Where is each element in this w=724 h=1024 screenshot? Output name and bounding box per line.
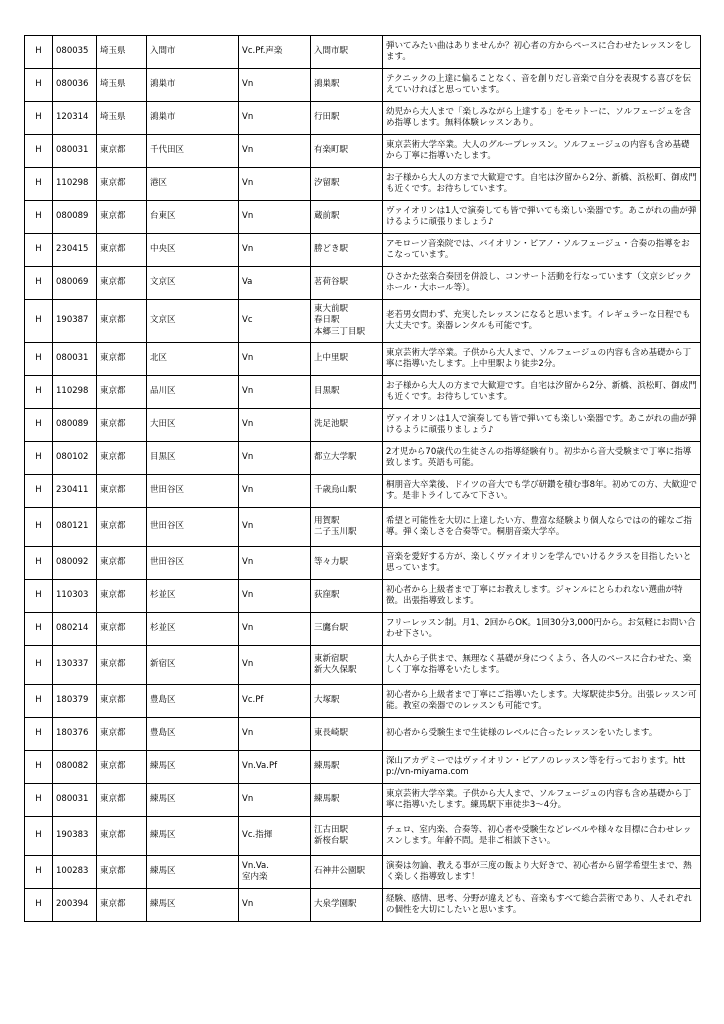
description-cell: 演奏は勿論、教える事が三度の飯より大好きで、初心者から留学希望生まで、熱く楽しく指導致します！ [383, 856, 701, 889]
prefecture-cell: 東京都 [97, 889, 147, 922]
teacher-code-cell: 200394 [53, 889, 97, 922]
city-cell: 豊島区 [147, 685, 239, 718]
instrument-cell [239, 234, 311, 267]
instrument-line: Vn [242, 145, 254, 156]
city-cell: 入間市 [147, 36, 239, 69]
station-name: 春日駅 [314, 315, 340, 326]
instrument-line: Vn [242, 659, 254, 670]
instrument-line: Va [242, 277, 253, 288]
listing-type-cell: H [25, 409, 53, 442]
description-cell: 経験、感情、思考、分野が違えども、音楽もすべて総合芸術であり、人それぞれの個性を大切にしたいと思います。 [383, 889, 701, 922]
listing-type-cell: H [25, 36, 53, 69]
instrument-cell [239, 376, 311, 409]
instrument-cell [239, 646, 311, 685]
teacher-listing-body [25, 36, 701, 922]
city-cell: 鴻巣市 [147, 102, 239, 135]
instrument-cell [239, 508, 311, 547]
listing-type-cell: H [25, 613, 53, 646]
teacher-code-cell: 110298 [53, 376, 97, 409]
station-name: 鴻巣駅 [314, 79, 340, 90]
station-name: 江古田駅 [314, 824, 349, 835]
table-row [25, 376, 701, 409]
instrument-cell [239, 613, 311, 646]
station-name: 都立大学駅 [314, 452, 357, 463]
city-cell: 台東区 [147, 201, 239, 234]
teacher-code-cell: 190383 [53, 817, 97, 856]
prefecture-cell: 東京都 [97, 168, 147, 201]
city-cell: 中央区 [147, 234, 239, 267]
station-name: 入間市駅 [314, 46, 349, 57]
prefecture-cell: 東京都 [97, 547, 147, 580]
station-name: 大塚駅 [314, 695, 340, 706]
description-cell: フリーレッスン制。月1、2回からOK。1回30分3,000円から。お気軽にお問い合わせ下さい。 [383, 613, 701, 646]
city-cell: 練馬区 [147, 751, 239, 784]
city-cell: 世田谷区 [147, 475, 239, 508]
prefecture-cell: 東京都 [97, 201, 147, 234]
city-cell: 練馬区 [147, 817, 239, 856]
teacher-code-cell: 080082 [53, 751, 97, 784]
teacher-code-cell: 120314 [53, 102, 97, 135]
city-cell: 港区 [147, 168, 239, 201]
station-name: 石神井公園駅 [314, 866, 366, 877]
listing-type-cell: H [25, 267, 53, 300]
listing-type-cell: H [25, 817, 53, 856]
station-cell [311, 718, 383, 751]
table-row [25, 580, 701, 613]
instrument-line: Vn.Va.Pf [242, 761, 278, 772]
instrument-line: Vc.Pf.声楽 [242, 46, 283, 57]
station-name: 練馬駅 [314, 761, 340, 772]
listing-type-cell: H [25, 343, 53, 376]
teacher-code-cell: 190387 [53, 300, 97, 343]
prefecture-cell: 東京都 [97, 685, 147, 718]
prefecture-cell: 東京都 [97, 343, 147, 376]
station-name: 千歳烏山駅 [314, 485, 357, 496]
instrument-line: Vc [242, 315, 253, 326]
teacher-code-cell: 100283 [53, 856, 97, 889]
description-cell: 2才児から70歳代の生徒さんの指導経験有り。初歩から音大受験まで丁寧に指導致します。英語も可能。 [383, 442, 701, 475]
station-name: 東長崎駅 [314, 728, 349, 739]
instrument-line: Vn [242, 623, 254, 634]
station-name: 等々力駅 [314, 557, 349, 568]
station-cell [311, 168, 383, 201]
station-name: 三鷹台駅 [314, 623, 349, 634]
station-name: 用賀駅 [314, 515, 340, 526]
table-row [25, 102, 701, 135]
instrument-cell [239, 409, 311, 442]
prefecture-cell: 埼玉県 [97, 69, 147, 102]
listing-type-cell: H [25, 508, 53, 547]
station-cell [311, 201, 383, 234]
city-cell: 世田谷区 [147, 508, 239, 547]
instrument-cell [239, 751, 311, 784]
station-cell [311, 547, 383, 580]
instrument-cell [239, 856, 311, 889]
prefecture-cell: 東京都 [97, 234, 147, 267]
teacher-code-cell: 080036 [53, 69, 97, 102]
listing-type-cell: H [25, 69, 53, 102]
station-cell [311, 135, 383, 168]
instrument-line: Vn [242, 899, 254, 910]
prefecture-cell: 東京都 [97, 784, 147, 817]
instrument-cell [239, 36, 311, 69]
station-cell [311, 267, 383, 300]
instrument-cell [239, 69, 311, 102]
teacher-code-cell: 130337 [53, 646, 97, 685]
teacher-code-cell: 080069 [53, 267, 97, 300]
instrument-line: Vn [242, 521, 254, 532]
prefecture-cell: 東京都 [97, 580, 147, 613]
city-cell: 大田区 [147, 409, 239, 442]
city-cell: 練馬区 [147, 889, 239, 922]
prefecture-cell: 東京都 [97, 267, 147, 300]
listing-type-cell: H [25, 376, 53, 409]
station-name: 茗荷谷駅 [314, 277, 349, 288]
instrument-line: Vn [242, 590, 254, 601]
instrument-line: Vc.Pf [242, 695, 264, 706]
table-row [25, 234, 701, 267]
city-cell: 文京区 [147, 300, 239, 343]
description-cell: お子様から大人の方まで大歓迎です。自宅は汐留から2分、新橋、浜松町、御成門も近くです。お待ちしています。 [383, 168, 701, 201]
listing-type-cell: H [25, 718, 53, 751]
prefecture-cell: 東京都 [97, 409, 147, 442]
station-name: 行田駅 [314, 112, 340, 123]
station-name: 上中里駅 [314, 353, 349, 364]
teacher-listing-table [24, 35, 701, 922]
instrument-cell [239, 547, 311, 580]
station-cell [311, 442, 383, 475]
listing-type-cell: H [25, 135, 53, 168]
instrument-cell [239, 343, 311, 376]
instrument-cell [239, 102, 311, 135]
station-cell [311, 376, 383, 409]
station-name: 洗足池駅 [314, 419, 349, 430]
listing-type-cell: H [25, 168, 53, 201]
table-row [25, 856, 701, 889]
prefecture-cell: 東京都 [97, 817, 147, 856]
instrument-line: Vn [242, 112, 254, 123]
table-row [25, 751, 701, 784]
table-row [25, 547, 701, 580]
instrument-line: Vn [242, 794, 254, 805]
listing-type-cell: H [25, 889, 53, 922]
station-name: 大泉学園駅 [314, 899, 357, 910]
listing-type-cell: H [25, 646, 53, 685]
station-cell [311, 685, 383, 718]
station-cell [311, 580, 383, 613]
city-cell: 杉並区 [147, 613, 239, 646]
station-cell [311, 817, 383, 856]
prefecture-cell: 東京都 [97, 475, 147, 508]
prefecture-cell: 東京都 [97, 442, 147, 475]
description-cell: ヴァイオリンは1人で演奏しても皆で弾いても楽しい楽器です。あこがれの曲が弾けるように頑張りましょう♪ [383, 409, 701, 442]
prefecture-cell: 東京都 [97, 718, 147, 751]
station-cell [311, 889, 383, 922]
city-cell: 北区 [147, 343, 239, 376]
station-cell [311, 646, 383, 685]
instrument-line: Vn [242, 386, 254, 397]
description-cell: 幼児から大人まで「楽しみながら上達する」をモットーに、ソルフェージュを含め指導します。無料体験レッスンあり。 [383, 102, 701, 135]
teacher-code-cell: 080031 [53, 343, 97, 376]
table-row [25, 889, 701, 922]
instrument-cell [239, 475, 311, 508]
description-cell: 弾いてみたい曲はありませんか？初心者の方からペースに合わせたレッスンをします。 [383, 36, 701, 69]
station-name: 新桜台駅 [314, 836, 349, 846]
prefecture-cell: 埼玉県 [97, 102, 147, 135]
teacher-code-cell: 080214 [53, 613, 97, 646]
description-cell: ひさかた弦楽合奏団を併設し、コンサート活動を行なっています（文京シビックホール・大ホール等）。 [383, 267, 701, 300]
listing-type-cell: H [25, 201, 53, 234]
station-cell [311, 508, 383, 547]
instrument-cell [239, 168, 311, 201]
instrument-line: Vn [242, 557, 254, 568]
teacher-code-cell: 080031 [53, 784, 97, 817]
description-cell: 希望と可能性を大切に上達したい方、豊富な経験より個人ならではの的確なご指導。弾く楽しさを合奏等で。桐朋音楽大学卒。 [383, 508, 701, 547]
instrument-cell [239, 300, 311, 343]
station-cell [311, 613, 383, 646]
teacher-code-cell: 230411 [53, 475, 97, 508]
instrument-line: Vn [242, 452, 254, 463]
station-name: 有楽町駅 [314, 145, 349, 156]
instrument-cell [239, 685, 311, 718]
station-name: 本郷三丁目駅 [314, 326, 366, 337]
city-cell: 目黒区 [147, 442, 239, 475]
city-cell: 世田谷区 [147, 547, 239, 580]
instrument-line: Vn [242, 419, 254, 430]
table-row [25, 784, 701, 817]
listing-type-cell: H [25, 234, 53, 267]
city-cell: 文京区 [147, 267, 239, 300]
table-row [25, 718, 701, 751]
instrument-cell [239, 580, 311, 613]
teacher-code-cell: 080089 [53, 201, 97, 234]
listing-type-cell: H [25, 102, 53, 135]
station-name: 東大前駅 [314, 304, 349, 315]
station-cell [311, 784, 383, 817]
station-name: 汐留駅 [314, 178, 340, 189]
city-cell: 新宿区 [147, 646, 239, 685]
teacher-code-cell: 080035 [53, 36, 97, 69]
station-name: 練馬駅 [314, 794, 340, 805]
instrument-line: Vn [242, 211, 254, 222]
instrument-cell [239, 718, 311, 751]
teacher-code-cell: 110303 [53, 580, 97, 613]
instrument-cell [239, 442, 311, 475]
table-row [25, 646, 701, 685]
table-row [25, 409, 701, 442]
description-cell: 東京芸術大学卒業。子供から大人まで、ソルフェージュの内容も含め基礎から丁寧に指導いたします。練馬駅下車徒歩3～4分。 [383, 784, 701, 817]
instrument-cell [239, 267, 311, 300]
station-cell [311, 751, 383, 784]
city-cell: 千代田区 [147, 135, 239, 168]
description-cell: 桐朋音大卒業後、ドイツの音大でも学び研鑽を積む事8年。初めての方、大歓迎です。是非トライしてみて下さい。 [383, 475, 701, 508]
teacher-code-cell: 080121 [53, 508, 97, 547]
description-cell: 初心者から上級者まで丁寧にお教えします。ジャンルにとらわれない選曲が特徴。出張指導致します。 [383, 580, 701, 613]
description-cell: 初心者から上級者まで丁寧にご指導いたします。大塚駅徒歩5分。出張レッスン可能。教室の楽器でのレッスンも可能です。 [383, 685, 701, 718]
station-cell [311, 102, 383, 135]
teacher-code-cell: 080102 [53, 442, 97, 475]
table-row [25, 267, 701, 300]
description-cell: テクニックの上達に偏ることなく、音を創りだし音楽で自分を表現する喜びを伝えていければと思っています。 [383, 69, 701, 102]
station-cell [311, 300, 383, 343]
instrument-line: Vn [242, 244, 254, 255]
table-row [25, 168, 701, 201]
listing-type-cell: H [25, 685, 53, 718]
description-cell: 老若男女問わず、充実したレッスンになると思います。イレギュラーな日程でも大丈夫です。楽器レンタルも可能です。 [383, 300, 701, 343]
station-name: 目黒駅 [314, 386, 340, 397]
station-name: 東新宿駅 [314, 653, 349, 664]
instrument-line: Vn [242, 178, 254, 189]
table-row [25, 475, 701, 508]
city-cell: 豊島区 [147, 718, 239, 751]
description-cell: ヴァイオリンは1人で演奏しても皆で弾いても楽しい楽器です。あこがれの曲が弾けるように頑張りましょう♪ [383, 201, 701, 234]
prefecture-cell: 東京都 [97, 508, 147, 547]
city-cell: 練馬区 [147, 856, 239, 889]
teacher-code-cell: 080031 [53, 135, 97, 168]
table-row [25, 817, 701, 856]
listing-type-cell: H [25, 475, 53, 508]
prefecture-cell: 東京都 [97, 376, 147, 409]
table-row [25, 201, 701, 234]
prefecture-cell: 東京都 [97, 135, 147, 168]
station-cell [311, 36, 383, 69]
city-cell: 品川区 [147, 376, 239, 409]
teacher-code-cell: 110298 [53, 168, 97, 201]
station-cell [311, 856, 383, 889]
description-cell: アモローソ音楽院では、バイオリン・ピアノ・ソルフェージュ・合奏の指導をおこなっています。 [383, 234, 701, 267]
listing-type-cell: H [25, 547, 53, 580]
station-cell [311, 409, 383, 442]
station-cell [311, 69, 383, 102]
description-cell: 東京芸術大学卒業。大人のグループレッスン。ソルフェージュの内容も含め基礎から丁寧に指導いたします。 [383, 135, 701, 168]
station-name: 新大久保駅 [314, 665, 357, 675]
prefecture-cell: 東京都 [97, 646, 147, 685]
prefecture-cell: 東京都 [97, 300, 147, 343]
prefecture-cell: 埼玉県 [97, 36, 147, 69]
table-row [25, 442, 701, 475]
station-cell [311, 234, 383, 267]
table-row [25, 613, 701, 646]
instrument-line: Vn.Va. [242, 860, 269, 871]
instrument-cell [239, 201, 311, 234]
listing-type-cell: H [25, 580, 53, 613]
prefecture-cell: 東京都 [97, 856, 147, 889]
instrument-cell [239, 135, 311, 168]
instrument-line: Vn [242, 79, 254, 90]
teacher-code-cell: 230415 [53, 234, 97, 267]
station-name: 蔵前駅 [314, 211, 340, 222]
description-cell: 東京芸術大学卒業。子供から大人まで、ソルフェージュの内容も含め基礎から丁寧に指導いたします。上中里駅より徒歩2分。 [383, 343, 701, 376]
teacher-code-cell: 180376 [53, 718, 97, 751]
description-cell: チェロ、室内楽、合奏等、初心者や受験生などレベルや様々な目標に合わせレッスンします。年齢不問。是非ご相談下さい。 [383, 817, 701, 856]
listing-type-cell: H [25, 300, 53, 343]
table-row [25, 69, 701, 102]
instrument-cell [239, 889, 311, 922]
station-name: 二子玉川駅 [314, 527, 357, 537]
station-cell [311, 343, 383, 376]
table-row [25, 343, 701, 376]
instrument-cell [239, 784, 311, 817]
prefecture-cell: 東京都 [97, 613, 147, 646]
listing-type-cell: H [25, 784, 53, 817]
city-cell: 練馬区 [147, 784, 239, 817]
description-cell: 深山アカデミーではヴァイオリン・ピアノのレッスン等を行っております。http://vn-miyama.com [383, 751, 701, 784]
table-row [25, 300, 701, 343]
table-row [25, 135, 701, 168]
table-row [25, 685, 701, 718]
station-name: 勝どき駅 [314, 244, 349, 255]
description-cell: 大人から子供まで、無理なく基礎が身につくよう、各人のペースに合わせた、楽しく丁寧な指導をいたします。 [383, 646, 701, 685]
city-cell: 杉並区 [147, 580, 239, 613]
prefecture-cell: 東京都 [97, 751, 147, 784]
station-name: 荻窪駅 [314, 590, 340, 601]
table-row [25, 36, 701, 69]
description-cell: 音楽を愛好する方が、楽しくヴァイオリンを学んでいけるクラスを目指したいと思っています。 [383, 547, 701, 580]
teacher-code-cell: 080089 [53, 409, 97, 442]
table-row [25, 508, 701, 547]
instrument-line: Vc.指揮 [242, 830, 273, 841]
station-cell [311, 475, 383, 508]
description-cell: お子様から大人の方まで大歓迎です。自宅は汐留から2分、新橋、浜松町、御成門も近くです。お待ちしています。 [383, 376, 701, 409]
instrument-line: Vn [242, 728, 254, 739]
teacher-code-cell: 180379 [53, 685, 97, 718]
teacher-code-cell: 080092 [53, 547, 97, 580]
city-cell: 鴻巣市 [147, 69, 239, 102]
listing-type-cell: H [25, 442, 53, 475]
listing-type-cell: H [25, 856, 53, 889]
instrument-cell [239, 817, 311, 856]
instrument-line: 室内楽 [242, 872, 268, 882]
listing-type-cell: H [25, 751, 53, 784]
instrument-line: Vn [242, 353, 254, 364]
instrument-line: Vn [242, 485, 254, 496]
description-cell: 初心者から受験生まで生徒様のレベルに合ったレッスンをいたします。 [383, 718, 701, 751]
